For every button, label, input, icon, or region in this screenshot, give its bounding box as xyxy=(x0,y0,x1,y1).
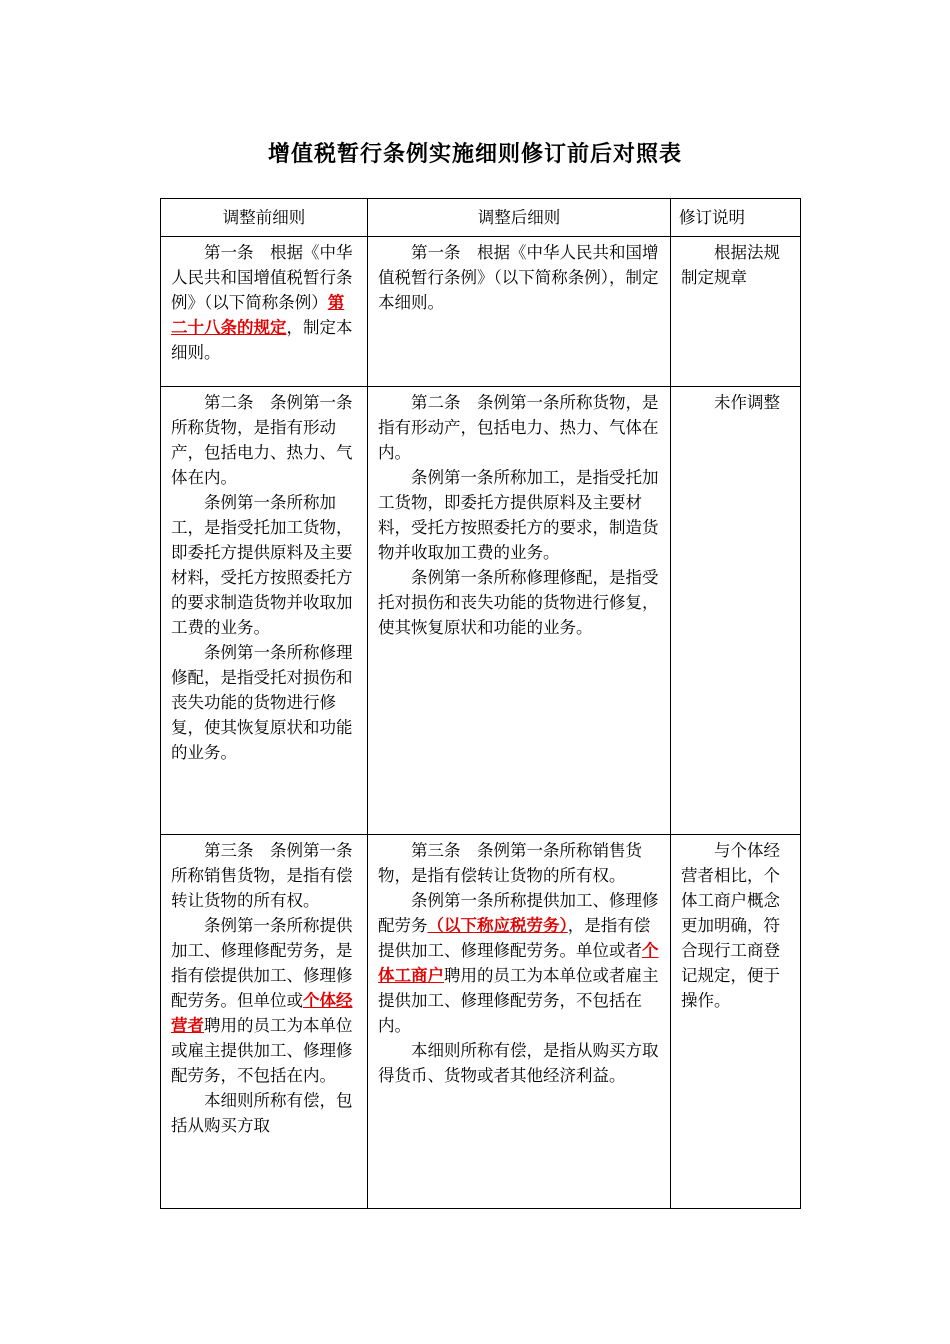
paragraph: 第三条 条例第一条所称销售货物，是指有偿转让货物的所有权。 xyxy=(171,841,353,910)
text-span: 第一条 根据《中华人民共和国增值税暂行条例》（以下简称条例） xyxy=(171,243,353,312)
text-span: ，制定本细则。 xyxy=(171,318,353,362)
cell-before xyxy=(161,835,368,1209)
text-span: ，是指有偿提供加工、修理修配劳务。单位或者 xyxy=(378,916,651,960)
cell-note xyxy=(671,387,801,835)
cell-after xyxy=(368,835,671,1209)
comparison-table xyxy=(160,198,801,1209)
document-title: 增值税暂行条例实施细则修订前后对照表 xyxy=(267,142,682,167)
paragraph: 本细则所称有偿，是指从购买方取得货币、货物或者其他经济利益。 xyxy=(378,1041,659,1085)
cell-after xyxy=(368,237,671,387)
paragraph: 根据法规制定规章 xyxy=(681,243,780,287)
text-span: 聘用的员工为本单位或雇主提供加工、修理修配劳务，不包括在内。 xyxy=(171,1016,353,1085)
highlighted-change: 个体经营者 xyxy=(171,991,353,1035)
paragraph xyxy=(171,913,359,1088)
cell-after xyxy=(368,387,671,835)
cell-before xyxy=(161,387,368,835)
paragraph: 条例第一条所称修理修配，是指受托对损伤和丧失功能的货物进行修复，使其恢复原状和功能的业务。 xyxy=(378,568,659,637)
text-span: 聘用的员工为本单位或者雇主提供加工、修理修配劳务，不包括在内。 xyxy=(378,966,659,1035)
table-row xyxy=(161,835,801,1209)
table-row xyxy=(161,387,801,835)
paragraph: 本细则所称有偿，包括从购买方取 xyxy=(171,1091,353,1135)
paragraph: 第二条 条例第一条所称货物，是指有形动产，包括电力、热力、气体在内。 xyxy=(378,393,659,462)
paragraph xyxy=(171,240,359,365)
paragraph: 条例第一条所称修理修配，是指受托对损伤和丧失功能的货物进行修复，使其恢复原状和功能的业务。 xyxy=(171,643,353,762)
table-header-row xyxy=(161,199,801,237)
text-span: 条例第一条所称提供加工、修理修配劳务，是指有偿提供加工、修理修配劳务。但单位或 xyxy=(171,916,353,1010)
paragraph: 第一条 根据《中华人民共和国增值税暂行条例》（以下简称条例），制定本细则。 xyxy=(378,243,659,312)
paragraph: 第二条 条例第一条所称货物，是指有形动产，包括电力、热力、气体在内。 xyxy=(171,393,353,487)
paragraph: 与个体经营者相比，个体工商户概念更加明确，符合现行工商登记规定，便于操作。 xyxy=(681,841,780,1010)
paragraph: 未作调整 xyxy=(714,393,780,412)
header-before: 调整前细则 xyxy=(161,199,368,237)
paragraph xyxy=(378,888,662,1038)
header-after: 调整后细则 xyxy=(368,199,671,237)
cell-before xyxy=(161,237,368,387)
paragraph: 第三条 条例第一条所称销售货物，是指有偿转让货物的所有权。 xyxy=(378,841,642,885)
highlighted-change: （以下称应税劳务） xyxy=(427,916,568,935)
highlighted-change: 第二十八条的规定 xyxy=(171,293,345,337)
text-span: 条例第一条所称提供加工、修理修配劳务 xyxy=(378,891,659,935)
highlighted-change: 个体工商户 xyxy=(378,941,659,985)
paragraph: 条例第一条所称加工，是指受托加工货物，即委托方提供原料及主要材料，受托方按照委托方的要求，制造货物并收取加工费的业务。 xyxy=(378,468,659,562)
cell-note xyxy=(671,835,801,1209)
header-note: 修订说明 xyxy=(671,199,801,237)
cell-note xyxy=(671,237,801,387)
paragraph: 条例第一条所称加工，是指受托加工货物，即委托方提供原料及主要材料，受托方按照委托方的要求制造货物并收取加工费的业务。 xyxy=(171,493,353,637)
table-row xyxy=(161,237,801,387)
